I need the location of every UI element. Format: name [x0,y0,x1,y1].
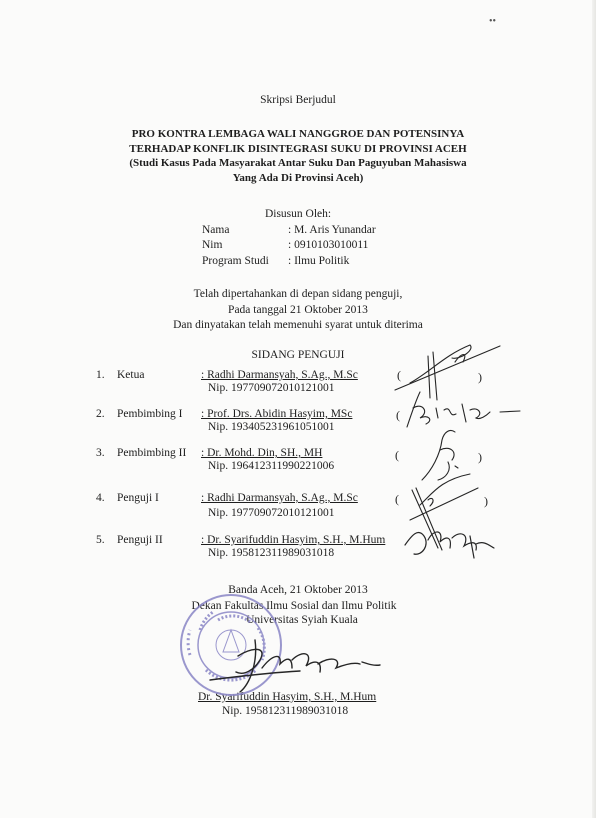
signature-open-paren-4: ( [395,492,399,506]
approval-institution: Universitas Syiah Kuala [246,614,358,626]
title-line-4: Yang Ada Di Provinsi Aceh) [232,171,364,184]
member-1-name: : Radhi Darmansyah, S.Ag., M.Sc [201,369,358,381]
title-line-1: PRO KONTRA LEMBAGA WALI NANGGROE DAN POTENSINYA [131,128,465,140]
author-label-name: Nama [202,224,230,236]
scan-edge [592,0,596,818]
member-5-name: : Dr. Syarifuddin Hasyim, S.H., M.Hum [201,534,386,546]
author-label-nim: Nim [202,239,223,251]
member-2-number: 2. [96,408,105,420]
member-4-name: : Radhi Darmansyah, S.Ag., M.Sc [201,492,358,504]
member-2-role: Pembimbing I [117,408,183,420]
member-2-nip: Nip. 193405231961051001 [208,421,335,433]
defense-line-2: Pada tanggal 21 Oktober 2013 [228,303,368,316]
signature-open-paren-2: ( [396,408,400,422]
approval-position: Dekan Fakultas Ilmu Sosial dan Ilmu Politik [191,600,397,612]
signature-penguji-2 [405,532,494,558]
member-1-number: 1. [96,369,105,381]
member-3-name: : Dr. Mohd. Din, SH., MH [201,447,323,459]
member-4-number: 4. [96,492,105,504]
author-label-program: Program Studi [202,255,269,267]
member-2-name: : Prof. Drs. Abidin Hasyim, MSc [201,408,353,420]
member-1-role: Ketua [117,369,145,381]
author-value-program: : Ilmu Politik [288,255,350,267]
intro-line: Skripsi Berjudul [260,94,336,106]
title-line-3: (Studi Kasus Pada Masyarakat Antar Suku Dan Paguyuban Mahasiswa [129,157,467,169]
title-line-2: TERHADAP KONFLIK DISINTEGRASI SUKU DI PROVINSI ACEH [129,142,467,155]
member-5-role: Penguji II [117,534,163,546]
member-1-nip: Nip. 197709072010121001 [208,382,335,394]
committee-heading: SIDANG PENGUJI [251,349,345,361]
defense-statement [0,287,596,334]
defense-line-1: Telah dipertahankan di depan sidang penguji, [193,288,403,300]
signature-close-paren-3: ) [478,450,482,464]
member-3-nip: Nip. 196412311990221006 [208,460,335,472]
signature-pembimbing-2 [422,430,458,480]
member-5-number: 5. [96,534,105,546]
signature-close-paren-4: ) [484,494,488,508]
author-heading: Disusun Oleh: [264,208,332,220]
signature-dean [210,640,380,692]
author-value-nim: : 0910103010011 [288,239,369,251]
author-value-name: : M. Aris Yunandar [288,224,376,236]
signature-pembimbing-1 [407,392,520,427]
member-5-nip: Nip. 195812311989031018 [208,547,335,559]
member-3-role: Pembimbing II [117,447,187,459]
signature-close-paren-1: ) [478,370,482,384]
member-4-role: Penguji I [117,492,159,504]
signature-open-paren-1: ( [397,368,401,382]
dean-nip: Nip. 195812311989031018 [222,705,349,717]
signature-penguji-1 [410,474,478,550]
member-3-number: 3. [96,447,105,459]
signature-open-paren-3: ( [395,448,399,462]
dean-name: Dr. Syarifuddin Hasyim, S.H., M.Hum [198,691,377,703]
scan-mark: •• [489,16,497,27]
member-4-nip: Nip. 197709072010121001 [208,507,335,519]
defense-line-3: Dan dinyatakan telah memenuhi syarat untuk diterima [173,319,423,331]
thesis-title [0,127,596,185]
approval-place-date: Banda Aceh, 21 Oktober 2013 [228,584,368,596]
